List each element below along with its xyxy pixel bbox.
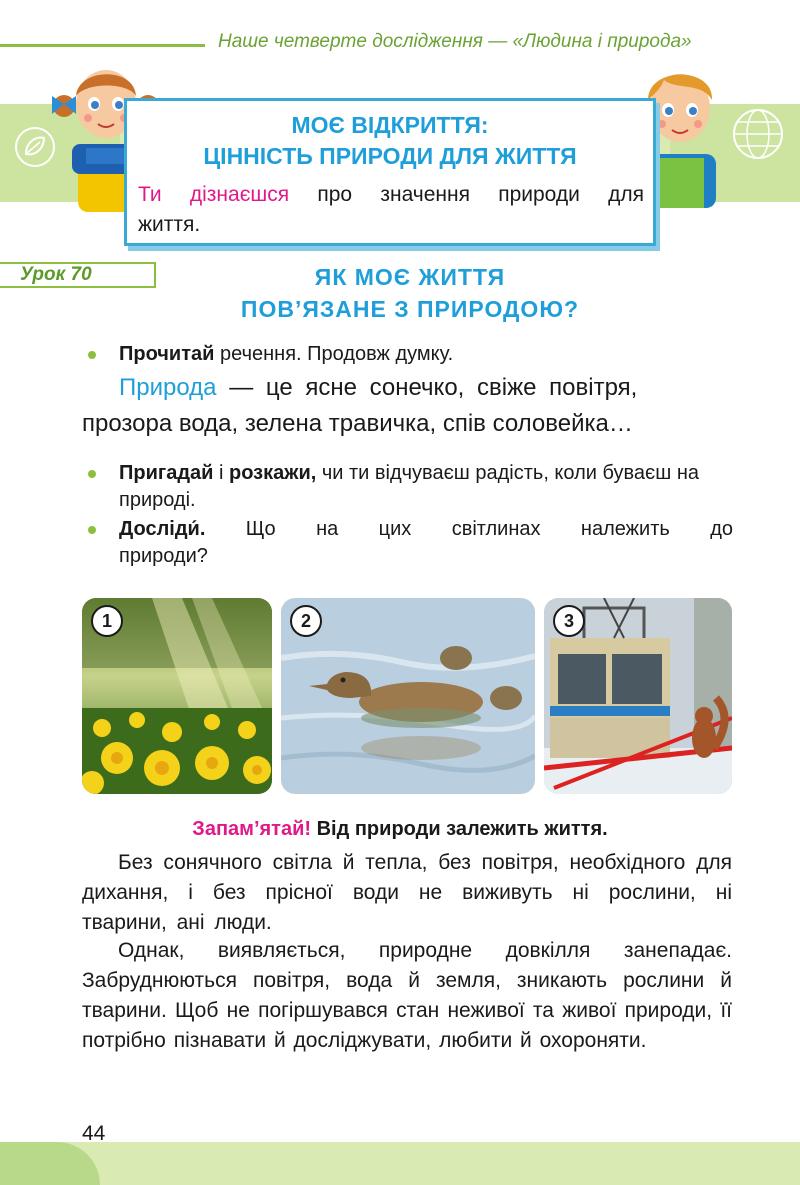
bullet-icon: [88, 470, 96, 478]
bullet-icon: [88, 526, 96, 534]
lesson-title-line1: ЯК МОЄ ЖИТТЯ: [314, 264, 506, 290]
page-number: 44: [82, 1122, 106, 1145]
remember-rule: [0, 818, 800, 841]
task-recall-verb1: Пригадай: [119, 462, 214, 484]
discovery-lead-text: про значення природи для життя.: [138, 183, 644, 236]
paragraph-2: Однак, виявляється, природне довкілля занепадає. Забруднюються повітря, вода й земля, зникають рослини й тварини. Щоб не погіршувався стан неживої та живої природи, її потрібно пізнавати й досліджувати, любити й охороняти.: [82, 939, 732, 1052]
discovery-lead-highlight: Ти дізнаєшся: [138, 183, 290, 206]
header-rule: [0, 44, 205, 47]
quote-line1-text: — це ясне сонечко, свіже повітря,: [216, 374, 638, 401]
discovery-title-line2: ЦІННІСТЬ ПРИРОДИ ДЛЯ ЖИТТЯ: [203, 143, 577, 169]
task-explore-text: Що на цих світлинах належить до природи?: [119, 518, 733, 567]
photo-number-1: 1: [91, 605, 123, 637]
paragraph-1: Без сонячного світла й тепла, без повітря, необхідного для дихання, і без прісної води не виживуть ні рослини, ні тварини, ані люди.: [82, 851, 732, 934]
task-recall: [119, 460, 733, 514]
task-recall-conj: і: [213, 462, 230, 484]
task-explore-verb: Досліди́.: [119, 518, 206, 540]
remember-label: Запам’ятай!: [192, 818, 312, 840]
lesson-title-line2: ПОВ’ЯЗАНЕ З ПРИРОДОЮ?: [240, 296, 580, 322]
task-read-verb: Прочитай: [119, 343, 215, 365]
footer-band: [0, 1142, 800, 1185]
quote-line2: прозора вода, зелена травичка, спів соловейка…: [82, 410, 633, 437]
discovery-title-line1: МОЄ ВІДКРИТТЯ:: [291, 112, 489, 138]
task-recall-text: чи ти відчуваєш радість, коли буваєш на природі.: [119, 462, 700, 511]
task-explore: [119, 516, 733, 570]
running-title: Наше четверте дослідження — «Людина і природа»: [218, 31, 692, 52]
quote-highlight: Природа: [119, 374, 217, 401]
bullet-icon: [88, 351, 96, 359]
lesson-label: Урок 70: [20, 264, 92, 285]
photo-number-3: 3: [553, 605, 585, 637]
photo-number-2: 2: [290, 605, 322, 637]
task-read: [119, 341, 739, 368]
quote-line1: [119, 370, 733, 406]
task-read-text: речення. Продовж думку.: [214, 343, 454, 365]
discovery-lead: [138, 180, 644, 240]
remember-text: Від природи залежить життя.: [311, 818, 608, 840]
task-recall-verb2: розкажи,: [229, 462, 317, 484]
